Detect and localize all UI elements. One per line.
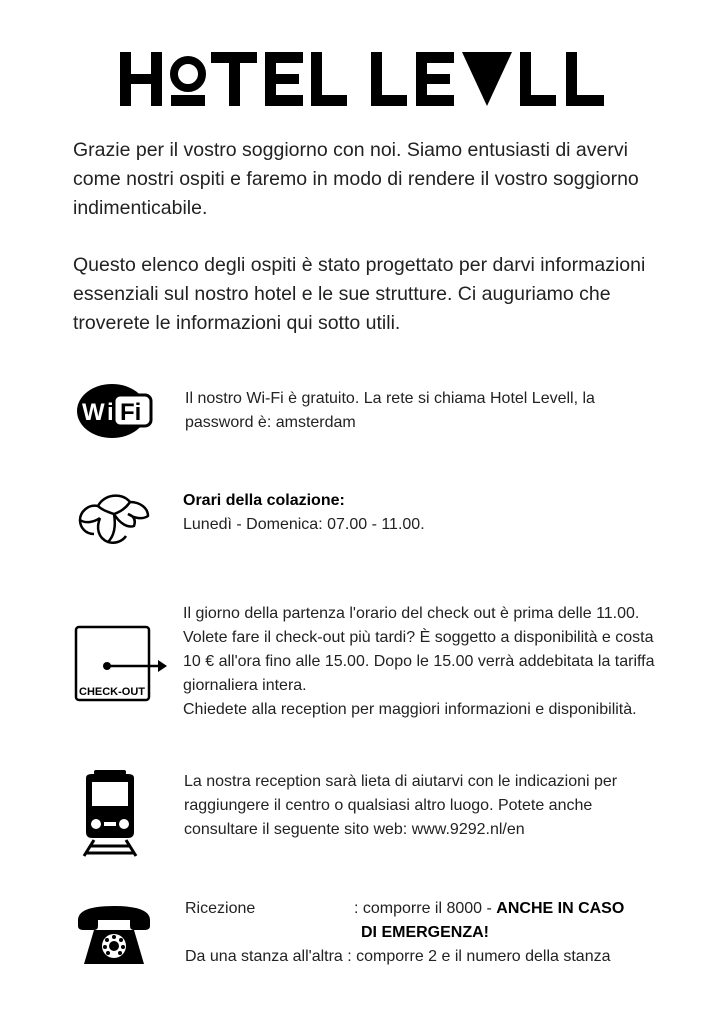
checkout-text: Il giorno della partenza l'orario del check out è prima delle 11.00. Volete fare il check-out più tardi? È soggetto a disponibilità e costa 10 € all'ora fino alle 15.00. Dopo le 15.00 verrà addebitata la tariffa giornaliera intera.: [183, 605, 655, 694]
phone-reception-label: Ricezione: [185, 900, 256, 917]
checkout-text-2: Chiedete alla reception per maggiori informazioni e disponibilità.: [183, 701, 637, 718]
croissant-icon: [74, 488, 152, 546]
phone-emphasis-2: DI EMERGENZA!: [361, 924, 489, 941]
wifi-text: Il nostro Wi-Fi è gratuito. La rete si chiama Hotel Levell, la password è: amsterdam: [185, 390, 595, 431]
svg-text:i: i: [107, 399, 114, 426]
checkout-icon-label: CHECK-OUT: [79, 686, 145, 698]
wifi-icon: [74, 381, 154, 441]
intro-paragraph-2: Questo elenco degli ospiti è stato progettato per darvi informazioni essenziali sul nostro hotel e le sue strutture. Ci auguriamo che troverete le informazioni qui sotto utili.: [73, 254, 646, 334]
logo-text: HOTEL LEVELL: [116, 48, 124, 49]
intro-paragraph-1: Grazie per il vostro soggiorno con noi. Siamo entusiasti di avervi come nostri ospiti e faremo in modo di rendere il vostro soggiorno indimenticabile.: [73, 139, 639, 219]
phone-emphasis-1: ANCHE IN CASO: [496, 900, 625, 917]
hotel-levell-logo: [116, 48, 610, 110]
telephone-icon: [74, 900, 154, 968]
phone-room-to-room: Da una stanza all'altra : comporre 2 e il numero della stanza: [185, 948, 611, 965]
transport-text: La nostra reception sarà lieta di aiutarvi con le indicazioni per raggiungere il centro o qualsiasi altro luogo. Potete anche consultare il seguente sito web: www.9292.nl/en: [184, 773, 618, 838]
breakfast-hours: Lunedì - Domenica: 07.00 - 11.00.: [183, 516, 425, 533]
svg-text:W: W: [82, 399, 105, 426]
train-icon: [80, 768, 140, 858]
phone-reception-value: : comporre il 8000 - ANCHE IN CASO: [354, 900, 625, 917]
checkout-icon: [74, 625, 170, 705]
svg-text:Fi: Fi: [120, 399, 142, 426]
breakfast-heading: Orari della colazione:: [183, 492, 345, 509]
